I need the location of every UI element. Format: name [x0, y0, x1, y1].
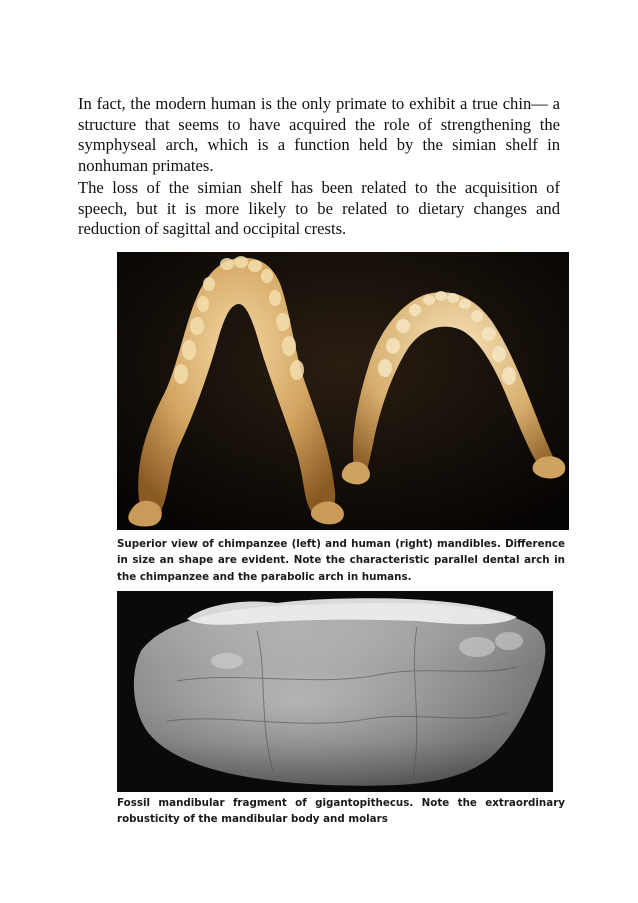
gigantopithecus-fossil-photo — [117, 591, 553, 792]
body-paragraph-chin: In fact, the modern human is the only primate to exhibit a true chin— a structure that seems to have acquired the role of strengthening the symphyseal arch, which is a function held by the simian shelf in nonhuman primates. — [78, 94, 560, 175]
figure-caption-fossil: Fossil mandibular fragment of gigantopithecus. Note the extraordinary robusticity of the mandibular body and molars — [117, 797, 565, 826]
mandibles-illustration — [117, 252, 569, 530]
mandibles-photo — [117, 252, 569, 530]
figure-caption-mandibles: Superior view of chimpanzee (left) and human (right) mandibles. Difference in size an shape are evident. Note the characteristic parallel dental arch in the chimpanzee and the parabolic arch in humans. — [117, 538, 565, 583]
fossil-fragment — [134, 598, 545, 785]
fossil-illustration — [117, 591, 553, 792]
body-paragraph-simian-shelf: The loss of the simian shelf has been related to the acquisition of speech, but it is more likely to be related to dietary changes and reduction of sagittal and occipital crests. — [78, 178, 560, 239]
